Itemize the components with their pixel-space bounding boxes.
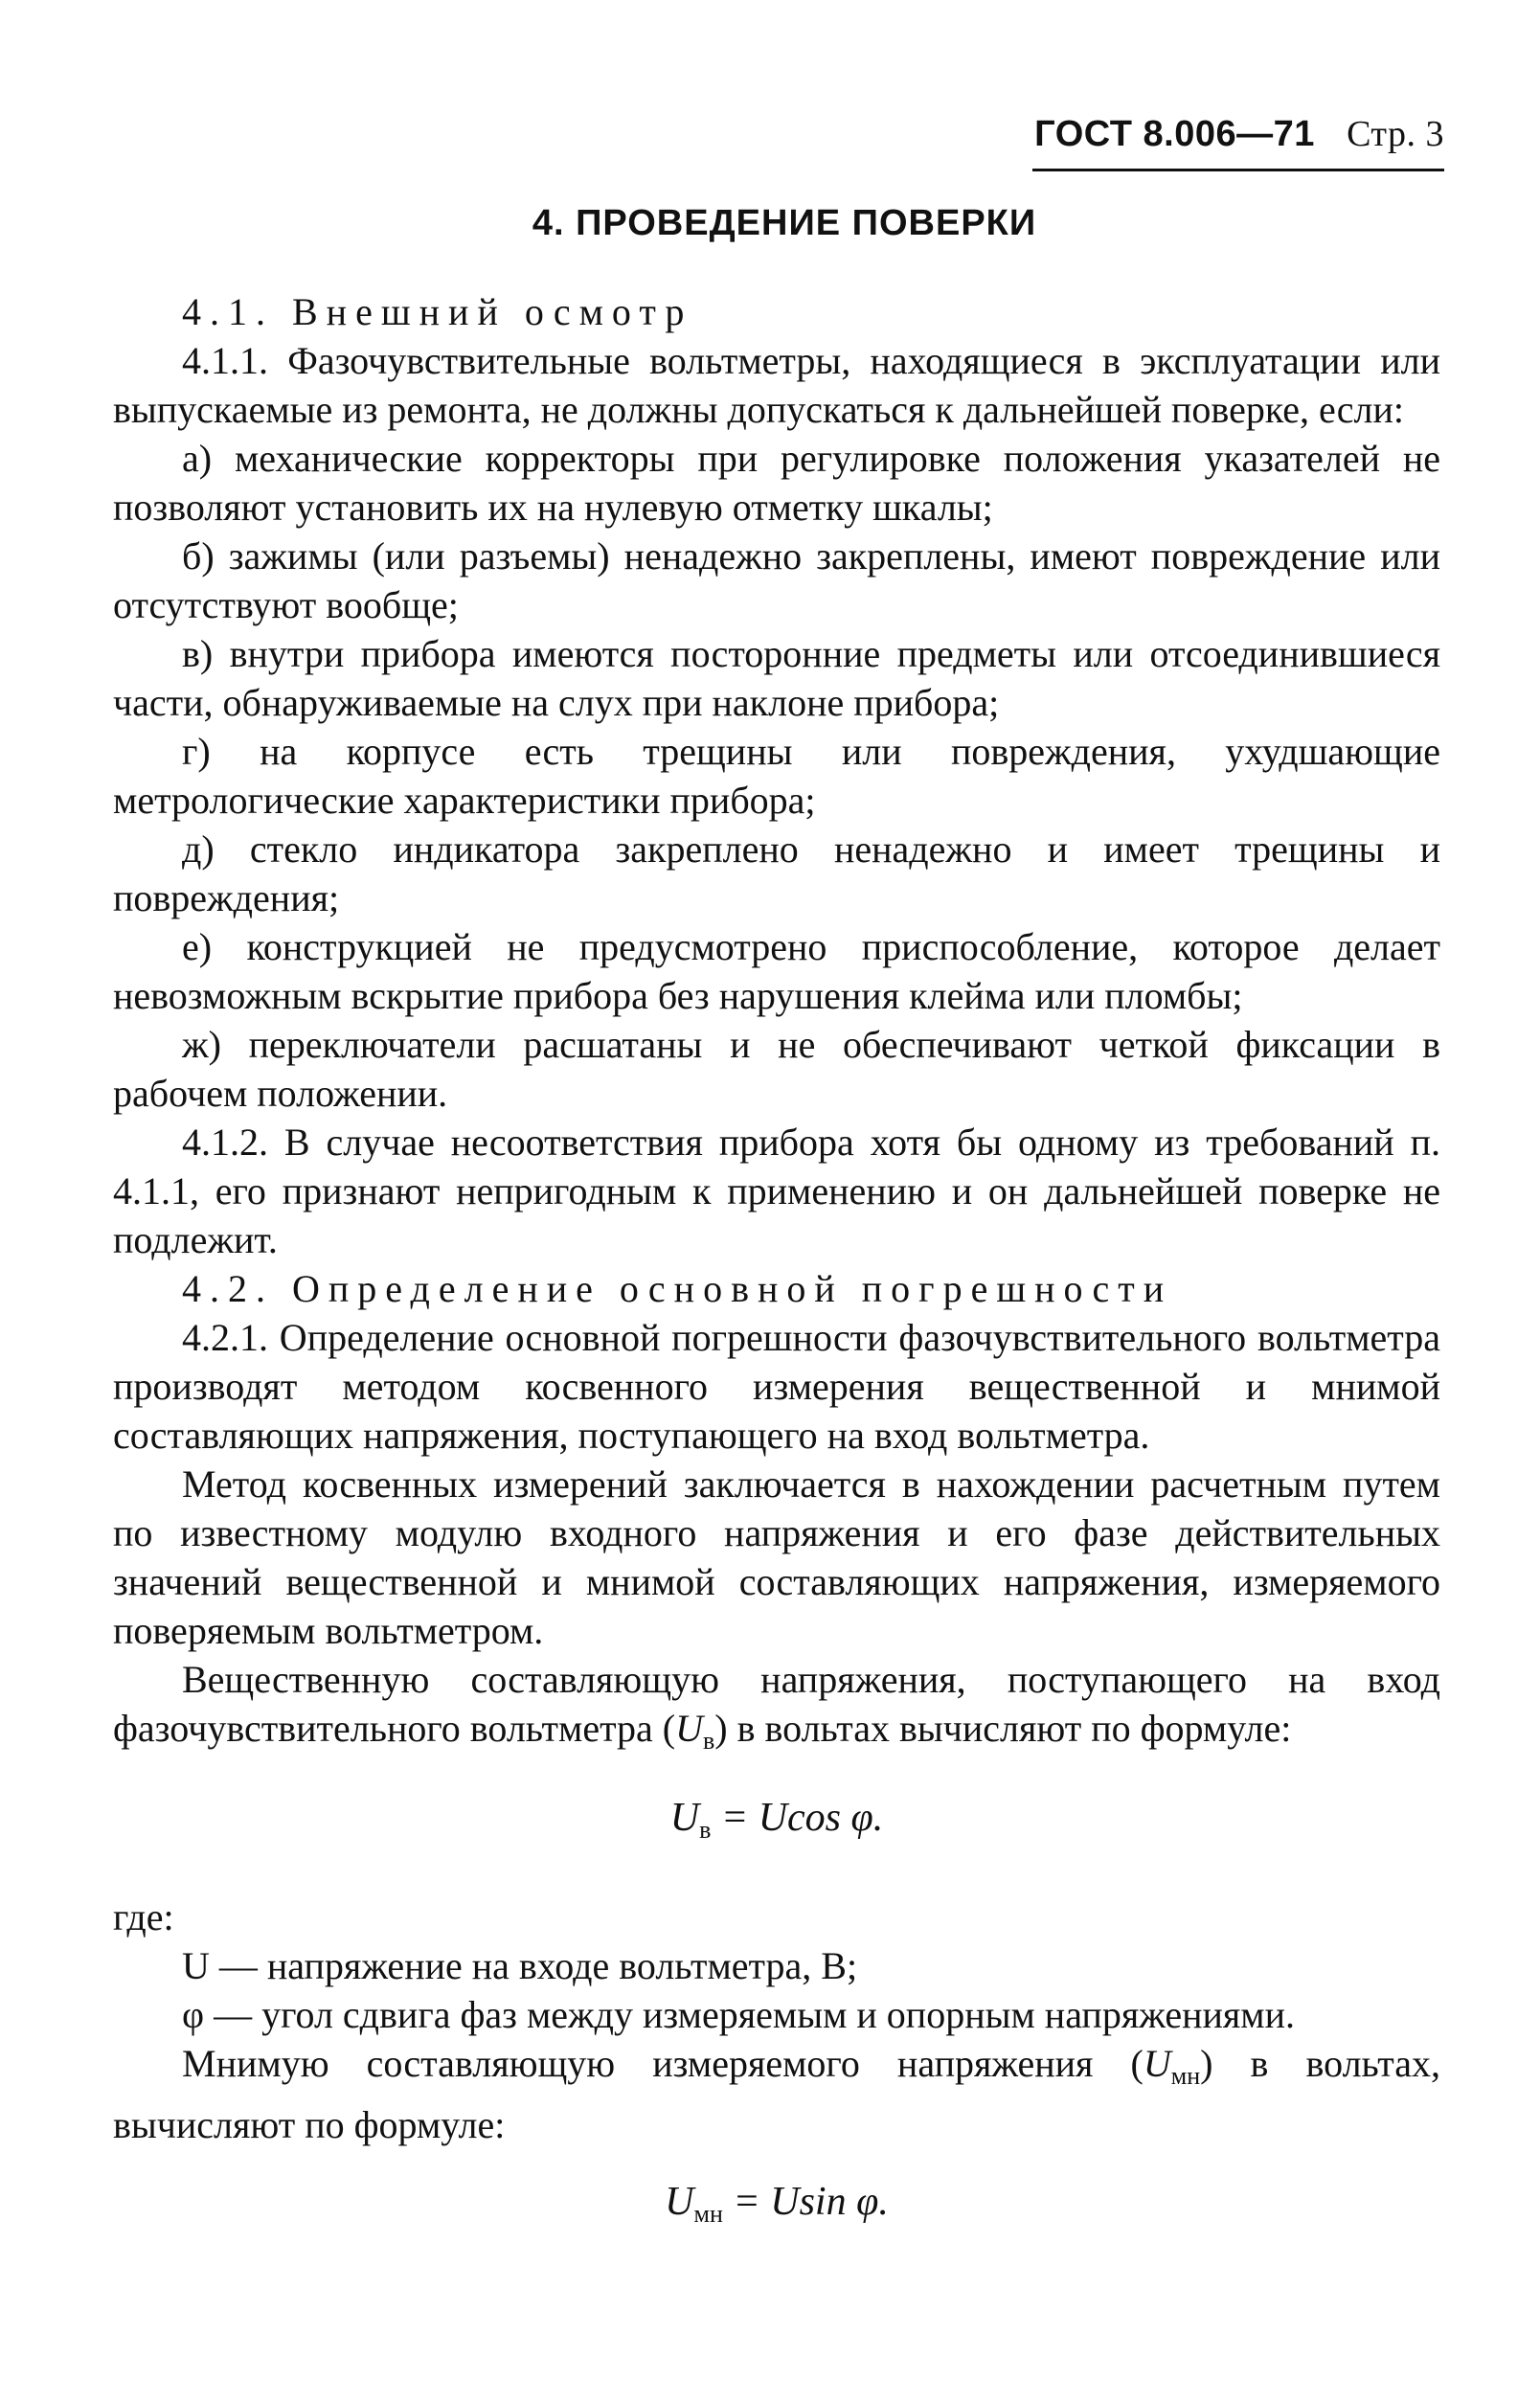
page-header	[1032, 113, 1444, 171]
standard-number: ГОСТ 8.006—71	[1034, 114, 1315, 154]
list-item-a: а) механические корректоры при регулировке положения указателей не позволяют установить их на нулевую отметку шкалы;	[113, 437, 1440, 529]
definition-u: U — напряжение на входе вольтметра, В;	[182, 1944, 858, 1987]
subsection-heading-4-2: 4.2. Определение основной погрешности	[182, 1267, 1173, 1310]
list-item-v: в) внутри прибора имеются посторонние предметы или отсоединившиеся части, обнаруживаемые на слух при наклоне прибора;	[113, 632, 1440, 724]
formula-real: $U_в = Ucos$ φ.	[669, 1796, 884, 1844]
method-paragraph: Метод косвенных измерений заключается в нахождении расчетным путем по известному модулю входного напряжения и его фазе действительных значений вещественной и мнимой составляющих напряжения, измеряемого поверяемым вольтметром.	[113, 1462, 1440, 1652]
clause-4-2-1: 4.2.1. Определение основной погрешности фазочувствительного вольтметра производят методом косвенного измерения вещественной и мнимой составляющих напряжения, поступающего на вход вольтметра.	[113, 1316, 1440, 1457]
subsection-heading-4-1: 4.1. Внешний осмотр	[182, 290, 693, 333]
page-number: Стр. 3	[1347, 114, 1444, 154]
list-item-zh: ж) переключатели расшатаны и не обеспечивают четкой фиксации в рабочем положении.	[113, 1023, 1440, 1115]
clause-4-1-2: 4.1.2. В случае несоответствия прибора хотя бы одному из требований п. 4.1.1, его признают непригодным к применению и он дальнейшей поверке не подлежит.	[113, 1121, 1440, 1261]
list-item-d: д) стекло индикатора закреплено ненадежно и имеет трещины и повреждения;	[113, 827, 1440, 919]
list-item-b: б) зажимы (или разъемы) ненадежно закреплены, имеют повреждение или отсутствуют вообще;	[113, 534, 1440, 626]
document-body	[113, 287, 1440, 2277]
clause-4-1-1: 4.1.1. Фазочувствительные вольтметры, находящиеся в эксплуатации или выпускаемые из ремонта, не должны допускаться к дальнейшей поверке, если:	[113, 339, 1440, 431]
imag-component-paragraph: Мнимую составляющую измеряемого напряжения $(U_{мн})$ в вольтах, вычисляют по формуле:	[113, 2042, 1440, 2146]
definition-phi: φ — угол сдвига фаз между измеряемым и опорным напряжениями.	[182, 1993, 1296, 2036]
list-item-g: г) на корпусе есть трещины или повреждения, ухудшающие метрологические характеристики прибора;	[113, 730, 1440, 822]
section-title: 4. ПРОВЕДЕНИЕ ПОВЕРКИ	[532, 203, 1037, 243]
list-item-e: е) конструкцией не предусмотрено приспособление, которое делает невозможным вскрытие прибора без нарушения клейма или пломбы;	[113, 925, 1440, 1017]
real-component-paragraph: Вещественную составляющую напряжения, поступающего на вход фазочувствительного вольтметра $(U_в)$ в вольтах вычисляют по формуле:	[113, 1658, 1440, 1755]
where-label: где:	[113, 1895, 174, 1938]
formula-imaginary: $U_{мн} = Usin$ φ.	[665, 2180, 889, 2228]
